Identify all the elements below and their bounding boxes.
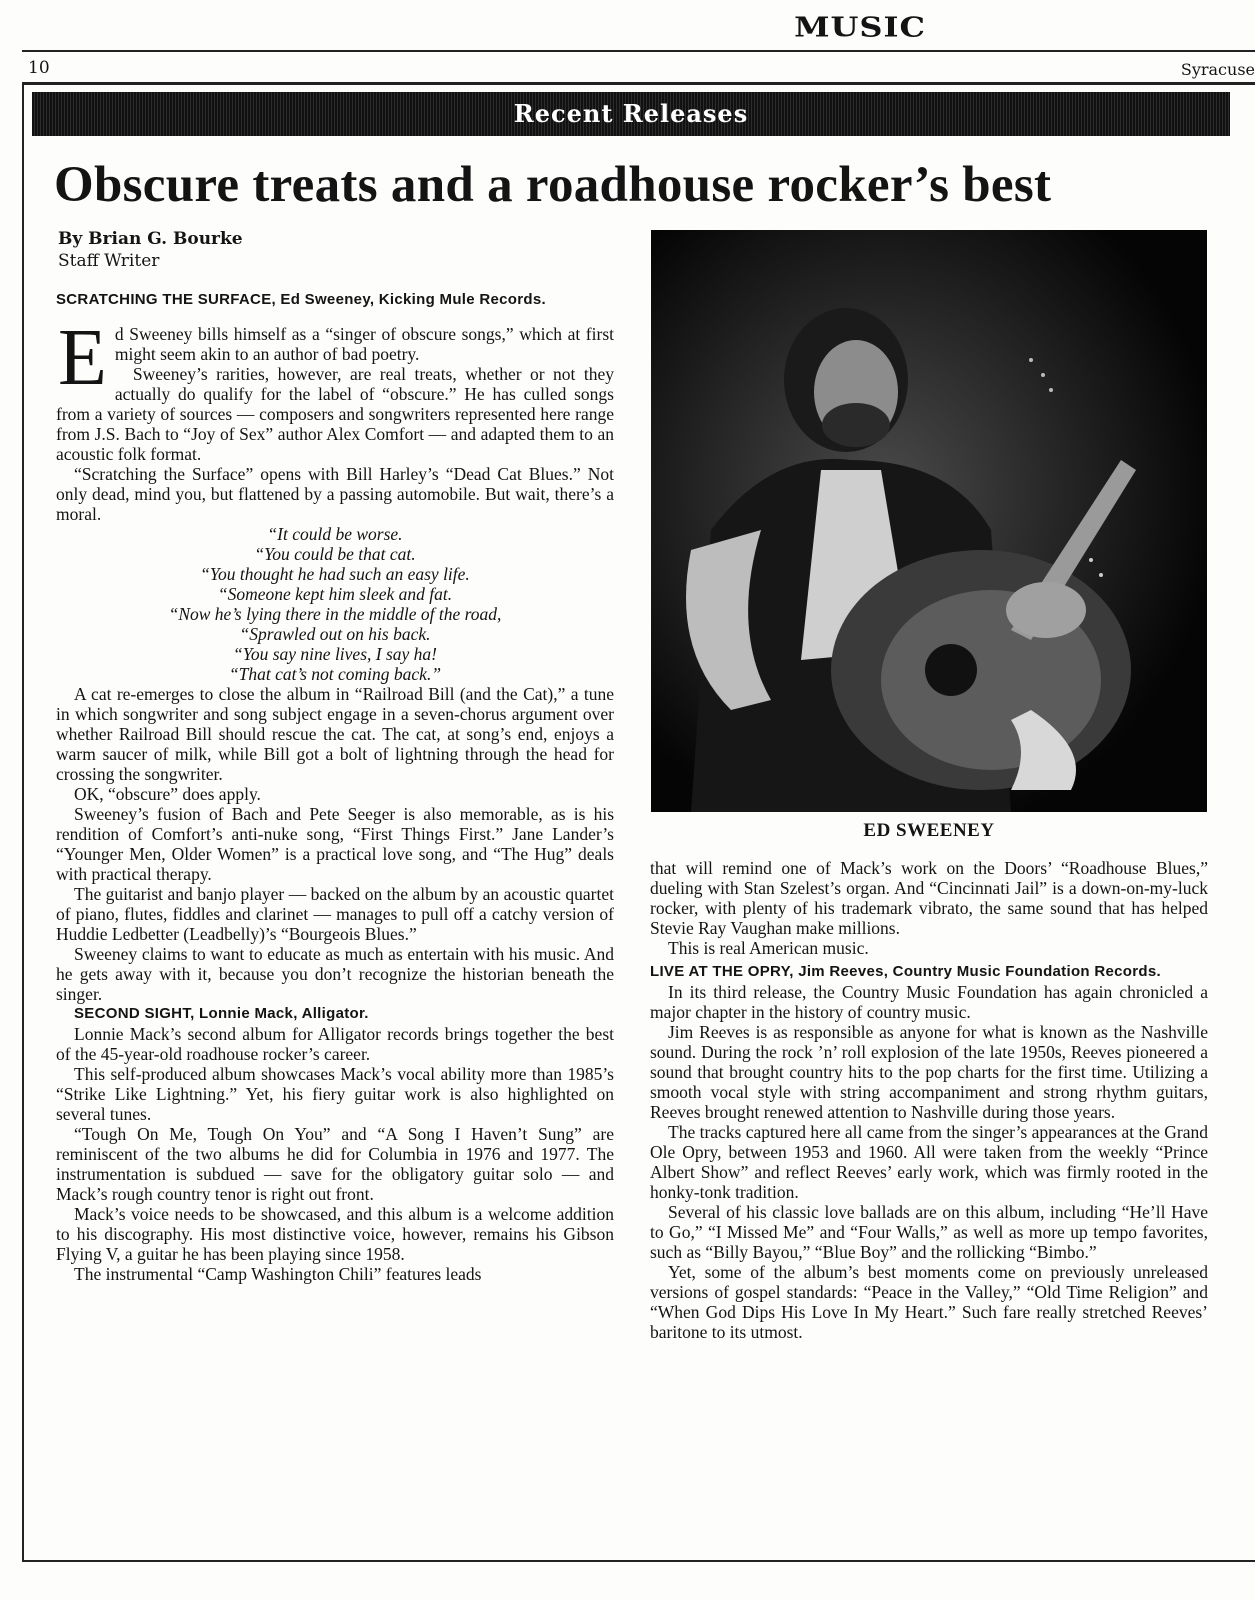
headline: Obscure treats and a roadhouse rocker’s best: [54, 157, 1052, 213]
paragraph: Sweeney claims to want to educate as much as entertain with his music. And he gets away with it, because you don’t recognize the historian beneath the singer.: [56, 944, 614, 1004]
recent-releases-banner: [32, 92, 1230, 136]
record-heading-scratching-the-surface: SCRATCHING THE SURFACE, Ed Sweeney, Kicking Mule Records.: [56, 291, 546, 308]
lyric-line: “Now he’s lying there in the middle of the road,: [168, 604, 502, 624]
guitarist-photo-image: [651, 230, 1207, 812]
paragraph: Jim Reeves is as responsible as anyone for what is known as the Nashville sound. During the rock ’n’ roll explosion of the late 1950s, Reeves pioneered a sound that brought country hits to the pop charts for the first time. Utilizing a smooth vocal style with string accompaniment and strong rhythm guitars, Reeves brought renewed attention to Nashville during those years.: [650, 1022, 1208, 1122]
right-column: [650, 858, 1208, 1342]
paragraph: In its third release, the Country Music Foundation has again chronicled a major chapter in the history of country music.: [650, 982, 1208, 1022]
lyric-line: “Sprawled out on his back.: [239, 624, 431, 644]
paragraph: that will remind one of Mack’s work on the Doors’ “Roadhouse Blues,” dueling with Stan Szelest’s organ. And “Cincinnati Jail” is a down-on-my-luck rocker, with plenty of his trademark vibrato, the same sound that has helped Stevie Ray Vaughan make millions.: [650, 858, 1208, 938]
lyric-line: “You say nine lives, I say ha!: [233, 644, 437, 664]
drop-cap: E: [58, 314, 107, 402]
record-heading-live-at-the-opry: LIVE AT THE OPRY, Jim Reeves, Country Music Foundation Records.: [650, 963, 1161, 980]
paragraph: Mack’s voice needs to be showcased, and this album is a welcome addition to his discography. His most distinctive voice, however, remains his Gibson Flying V, a guitar he has been playing since 1958.: [56, 1204, 614, 1264]
lyric-line: “That cat’s not coming back.”: [228, 664, 442, 684]
section-label: MUSIC: [794, 10, 926, 44]
ed-sweeney-photo: [651, 230, 1207, 812]
paragraph: Yet, some of the album’s best moments come on previously unreleased versions of gospel standards: “Peace in the Valley,” “Old Time Religion” and “When God Dips His Love In My Heart.” Such fare really stretched Reeves’ baritone to its utmost.: [650, 1262, 1208, 1342]
left-column: [56, 290, 614, 1284]
paragraph: [56, 314, 614, 402]
paragraph: A cat re-emerges to close the album in “Railroad Bill (and the Cat),” a tune in which songwriter and song subject engage in a seven-chorus argument over whether Railroad Bill should rescue the cat. The cat, at song’s end, enjoys a warm saucer of milk, while Bill got a bolt of lightning through the head for crossing the songwriter.: [56, 684, 614, 784]
paragraph: Several of his classic love ballads are on this album, including “He’ll Have to Go,” “I Missed Me” and “Four Walls,” as well as more up tempo favorites, such as “Billy Bayou,” “Blue Boy” and the rollicking “Bimbo.”: [650, 1202, 1208, 1262]
lyric-line: “Someone kept him sleek and fat.: [217, 584, 453, 604]
lyric-line: “It could be worse.: [267, 524, 403, 544]
banner-title: Recent Releases: [513, 99, 749, 128]
lyric-line: “You could be that cat.: [254, 544, 416, 564]
photo-caption: ED SWEENEY: [863, 820, 995, 841]
paragraph: The instrumental “Camp Washington Chili” features leads: [74, 1264, 482, 1284]
paragraph: This is real American music.: [668, 938, 869, 958]
paragraph: OK, “obscure” does apply.: [74, 784, 261, 804]
song-lyrics: [56, 524, 614, 684]
byline-name: By Brian G. Bourke: [58, 229, 243, 249]
paragraph: Sweeney’s rarities, however, are real treats, whether or not they actually do qualify for the label of “obscure.” He has culled songs from a variety of sources — composers and songwriters represented here range from J.S. Bach to “Joy of Sex” author Alex Comfort — and adapted them to an acoustic folk format.: [56, 364, 614, 464]
paper-name: Syracuse: [1180, 60, 1255, 79]
record-heading-second-sight: SECOND SIGHT, Lonnie Mack, Alligator.: [74, 1005, 369, 1022]
top-rule: [22, 50, 1255, 52]
paragraph: Sweeney’s fusion of Bach and Pete Seeger is also memorable, as is his rendition of Comfort’s anti-nuke song, “First Things First.” Jane Lander’s “Younger Men, Older Women” is a practical love song, and “The Hug” deals with practical therapy.: [56, 804, 614, 884]
paragraph: “Tough On Me, Tough On You” and “A Song I Haven’t Sung” are reminiscent of the two albums he did for Columbia in 1976 and 1977. The instrumentation is subdued — save for the obligatory guitar solo — and Mack’s rough country tenor is right out front.: [56, 1124, 614, 1204]
paragraph: “Scratching the Surface” opens with Bill Harley’s “Dead Cat Blues.” Not only dead, mind you, but flattened by a passing automobile. But wait, there’s a moral.: [56, 464, 614, 524]
paragraph: This self-produced album showcases Mack’s vocal ability more than 1985’s “Strike Like Lightning.” Yet, his fiery guitar work is also highlighted on several tunes.: [56, 1064, 614, 1124]
paragraph: The tracks captured here all came from the singer’s appearances at the Grand Ole Opry, between 1953 and 1960. All were taken from the weekly “Prince Albert Show” and reflect Reeves’ early work, which was firmly rooted in the honky-tonk tradition.: [650, 1122, 1208, 1202]
byline-title: Staff Writer: [58, 251, 160, 271]
paragraph-text: d Sweeney bills himself as a “singer of obscure songs,” which at first might seem akin to an author of bad poetry.: [114, 324, 614, 364]
paragraph: Lonnie Mack’s second album for Alligator records brings together the best of the 45-year-old roadhouse rocker’s career.: [56, 1024, 614, 1064]
paragraph: The guitarist and banjo player — backed on the album by an acoustic quartet of piano, flutes, fiddles and clarinet — manages to pull off a catchy version of Huddie Ledbetter (Leadbelly)’s “Bourgeois Blues.”: [56, 884, 614, 944]
page-number: 10: [28, 58, 50, 78]
lyric-line: “You thought he had such an easy life.: [200, 564, 470, 584]
